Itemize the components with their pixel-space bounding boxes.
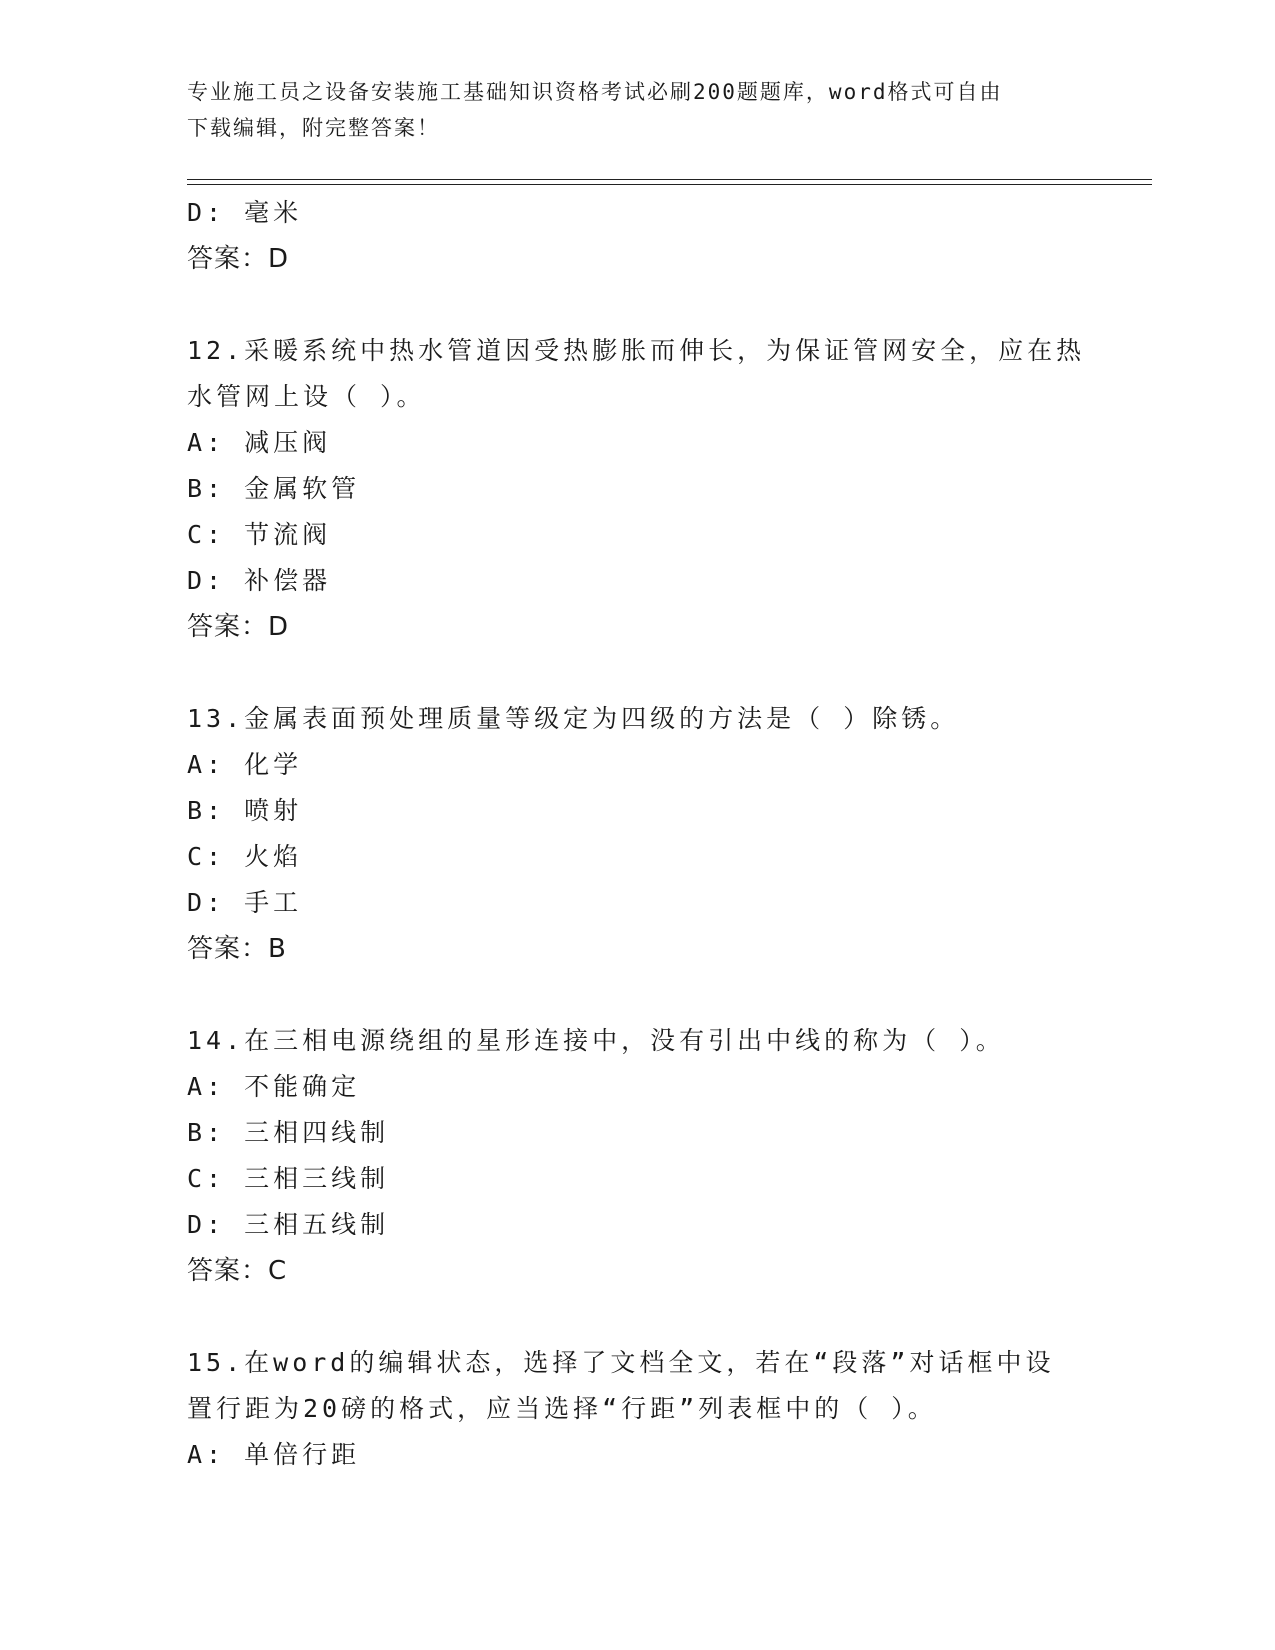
option-d: D: 毫米: [187, 198, 303, 227]
option-a: A: 减压阀: [187, 428, 332, 457]
option-d: D: 补偿器: [187, 566, 332, 595]
option-a: A: 不能确定: [187, 1072, 361, 1101]
option-b: B: 金属软管: [187, 474, 361, 503]
question-stem: 14.在三相电源绕组的星形连接中，没有引出中线的称为（ ）。: [187, 1026, 1005, 1055]
question-15: [187, 1340, 1087, 1478]
header-line-1: 专业施工员之设备安装施工基础知识资格考试必刷200题题库，word格式可自由: [187, 80, 1003, 104]
option-d: D: 三相五线制: [187, 1210, 390, 1239]
answer-line: 答案：B: [187, 934, 287, 964]
question-stem-continued: 置行距为20磅的格式，应当选择“行距”列表框中的（ ）。: [187, 1394, 937, 1423]
option-a: A: 化学: [187, 750, 303, 779]
question-content: [187, 190, 1087, 1478]
option-a: A: 单倍行距: [187, 1440, 361, 1469]
option-c: C: 节流阀: [187, 520, 332, 549]
option-d: D: 手工: [187, 888, 303, 917]
answer-line: 答案：C: [187, 1256, 288, 1286]
question-stem: 13.金属表面预处理质量等级定为四级的方法是（ ）除锈。: [187, 704, 960, 733]
answer-line: 答案：D: [187, 612, 290, 642]
question-12: [187, 328, 1087, 650]
question-stem: 15.在word的编辑状态，选择了文档全文，若在“段落”对话框中设: [187, 1348, 1055, 1377]
header-divider-top: [187, 179, 1152, 180]
option-c: C: 火焰: [187, 842, 303, 871]
answer-line: 答案：D: [187, 244, 290, 274]
question-13: [187, 696, 1087, 972]
question-14: [187, 1018, 1087, 1294]
option-b: B: 喷射: [187, 796, 303, 825]
question-stem-continued: 水管网上设（ ）。: [187, 382, 426, 411]
document-header: [187, 74, 1087, 146]
question-stem: 12.采暖系统中热水管道因受热膨胀而伸长，为保证管网安全，应在热: [187, 336, 1086, 365]
option-b: B: 三相四线制: [187, 1118, 390, 1147]
option-c: C: 三相三线制: [187, 1164, 390, 1193]
header-line-2: 下载编辑，附完整答案！: [187, 116, 440, 140]
header-divider-bottom: [187, 184, 1152, 185]
